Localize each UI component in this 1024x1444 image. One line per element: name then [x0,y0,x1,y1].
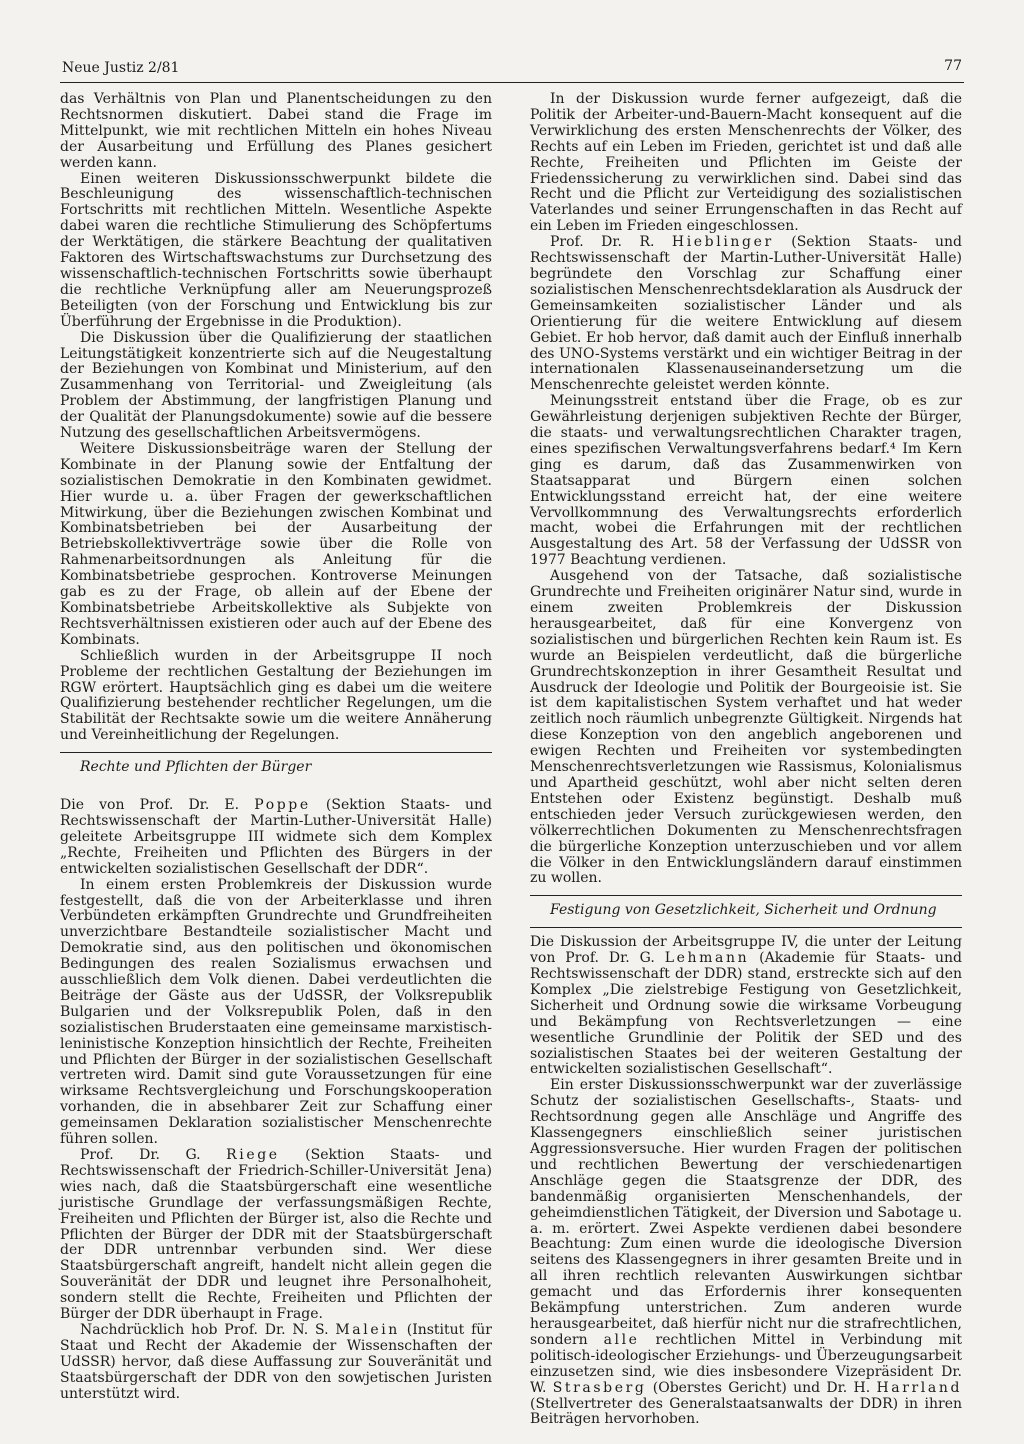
paragraph: Meinungsstreit entstand über die Frage, ob es zur Gewährleistung derjenigen subjektiven Rechte der Bürger, die staats- und verwaltungsrechtlichen Charakter tragen, eines spezifischen Verwaltungsverfahrens bedarf.⁴ Im Kern ging es darum, daß das Zusammenwirken von Staatsapparat und Bürgern einen solchen Entwicklungsstand erreicht hat, der eine weitere Vervollkommnung des Verwaltungsrechts erforderlich macht, wobei die Erfahrungen mit der rechtlichen Ausgestaltung des Art. 58 der Verfassung der UdSSR von 1977 Beachtung verdienen. [530,393,962,569]
emphasis-word: alle [603,1331,640,1348]
paragraph [530,935,962,1078]
text-run: (Akademie für Staats- und Rechtswissenschaft der DDR) stand, erstreckte sich auf den Komplex „Die zielstrebige Festigung von Gesetzlichkeit, Sicherheit und Ordnung sowie die wirksame Vorbeugung und Bekämpfung von Rechtsverletzungen — eine wesentliche Grundlinie der Politik der SED und des sozialistischen Staates bei der weiteren Gestaltung der entwickelten sozialistischen Gesellschaft“. [530,950,962,1078]
text-run: (Sektion Staats- und Rechtswissenschaft der Martin-Luther-Universität Halle) geleitete Arbeitsgruppe III widmete sich dem Komplex „Rechte, Freiheiten und Pflichten des Bürgers in der entwickelten sozialistischen Gesellschaft der DDR“. [60,797,493,877]
page-number: 77 [944,58,962,74]
text-run: Ein erster Diskussionsschwerpunkt war der zuverlässige Schutz der sozialistischen Gesellschafts-, Staats- und Rechtsordnung gegen alle Anschläge und Angriffe des Klassengegners einschließlich seiner juristischen Aggressionsversuche. Hier wurden Fragen der politischen und rechtlichen Bewertung der verschiedenartigen Anschläge gegen die Staatsgrenze der DDR, des bandenmäßig organisierten Menschenhandels, der geheimdienstlichen Tätigkeit, der Diversion und Sabotage u. a. m. erörtert. Zwei Aspekte verdienen dabei besondere Beachtung: Zum einen wurde die ideologische Diversion seitens des Klassengegners in ihrer gesamten Breite und in all ihren rechtlich relevanten Auswirkungen sichtbar gemacht und das Erfordernis ihrer konsequenten Bekämpfung unterstrichen. Zum anderen wurde herausgearbeitet, daß hierfür nicht nur die strafrechtlichen, sondern [530,1077,962,1348]
paragraph: In der Diskussion wurde ferner aufgezeigt, daß die Politik der Arbeiter-und-Bauern-Macht konsequent auf die Verwirklichung des ersten Menschenrechts der Völker, des Rechts auf ein Leben im Frieden, gerichtet ist und daß alle Rechte, Freiheiten und Pflichten im Geiste der Friedenssicherung zu verwirklichen sind. Dabei sind das Recht und die Pflicht zur Verteidigung des sozialistischen Vaterlandes und seiner Errungenschaften in das Recht auf ein Leben im Frieden eingeschlossen. [530,91,962,235]
person-name: Riege [226,1147,280,1163]
section-heading: Rechte und Pflichten der Bürger [80,759,312,776]
person-name: Poppe [254,797,311,814]
paragraph: Die Diskussion über die Qualifizierung der staatlichen Leitungstätigkeit konzentrierte sich auf die Neugestaltung der Beziehungen von Kombinat und Ministerium, auf den Zusammenhang von Territorial- und Zweigleitung (als Problem der Abstimmung, der langfristigen Planung und der Qualität der Planungsdokumente) sowie auf die bessere Nutzung des gesellschaftlichen Arbeitsvermögens. [60,329,492,442]
text-run: Prof. Dr. G. [80,1147,227,1163]
paragraph [530,1078,962,1428]
paragraph [60,1323,492,1403]
text-run: Die von Prof. Dr. E. [60,797,255,814]
text-run: (Sektion Staats- und Rechtswissenschaft der Friedrich-Schiller-Universität Jena) wies nach, daß die Staatsbürgerschaft eine wesentliche juristische Grundlage der verfassungsmäßigen Rechte, Freiheiten und Pflichten der Bürger ist, also die Rechte und Pflichten der Bürger der DDR mit der Staatsbürgerschaft der DDR untrennbar verbunden sind. Wer diese Staatsbürgerschaft angreift, handelt nicht allein gegen die Souveränität der DDR und leugnet ihre Personalhoheit, sondern stellt die Rechte, Freiheiten und Pflichten der Bürger der DDR überhaupt in Frage. [60,1147,492,1323]
paragraph: Schließlich wurden in der Arbeitsgruppe II noch Probleme der rechtlichen Gestaltung der Beziehungen im RGW erörtert. Hauptsächlich ging es dabei um die weitere Qualifizierung bestehender rechtlicher Regelungen, um die Stabilität der Rechtsakte sowie um die weitere Annäherung und Vereinheitlichung der Regelungen. [60,647,492,744]
text-run: Nachdrücklich hob Prof. Dr. N. S. [80,1321,336,1338]
journal-title: Neue Justiz 2/81 [62,60,180,76]
paragraph: das Verhältnis von Plan und Planentscheidungen zu den Rechtsnormen diskutiert. Dabei stand die Frage im Mittelpunkt, wie mit rechtlichen Mitteln ein hohes Niveau der Ausarbeitung und Erfüllung des Planes gesichert werden kann. [60,91,492,171]
text-run: (Stellvertreter des Generalstaatsanwalts der DDR) in ihren Beiträgen hervorhoben. [530,1395,962,1428]
person-name: Hieblinger [671,234,774,251]
section-divider [530,895,962,896]
section-divider [60,752,492,753]
text-run: Prof. Dr. R. [550,234,672,251]
person-name: Lehmann [664,950,750,967]
person-name: Harrland [876,1379,963,1396]
paragraph: Einen weiteren Diskussionsschwerpunkt bildete die Beschleunigung des wissenschaftlich-technischen Fortschritts mit rechtlichen Mitteln. Wesentliche Aspekte dabei waren die rechtliche Stimulierung des Schöpfertums der Werktätigen, die stärkere Beachtung der qualitativen Faktoren des Wirtschaftswachstums zur Durchsetzung des wissenschaftlich-technischen Fortschritts sowie überhaupt die rechtliche Verknüpfung aller am Neuerungsprozeß Beteiligten (von der Forschung und Entwicklung bis zur Überführung der Ergebnisse in die Produktion). [60,170,492,330]
paragraph: In einem ersten Problemkreis der Diskussion wurde festgestellt, daß die von der Arbeiterklasse und ihren Verbündeten erkämpften Grundrechte und Grundfreiheiten unverzichtbare Bestandteile sozialistischer Macht und Demokratie sind, aus den politischen und ökonomischen Bedingungen des realen Sozialismus erwachsen und ausschließlich dem Volk dienen. Dabei verdeutlichten die Beiträge der Gäste aus der UdSSR, der Volksrepublik Bulgarien und der Volksrepublik Polen, daß in den sozialistischen Bruderstaaten eine gemeinsame marxistisch-leninistische Konzeption hinsichtlich der Rechte, Freiheiten und Pflichten der Bürger in der sozialistischen Gesellschaft vertreten wird. Damit sind gute Voraussetzungen für eine wirksame Rechtsvergleichung und Forschungskooperation vorhanden, die in absehbarer Zeit zur Schaffung einer gemeinsamen Deklaration sozialistischer Menschenrechte führen sollen. [60,876,492,1148]
paragraph: Ausgehend von der Tatsache, daß sozialistische Grundrechte und Freiheiten originärer Natur sind, wurde in einem zweiten Problemkreis der Diskussion herausgearbeitet, daß für eine Konvergenz von sozialistischen und bürgerlichen Rechten kein Raum ist. Es wurde an Beispielen verdeutlicht, daß die bürgerliche Grundrechtskonzeption in ihrer Gesamtheit Resultat und Ausdruck der Ideologie und Politik der Bourgeoisie ist. Sie ist dem kapitalistischen System verhaftet und hat weder zeitlich noch räumlich unbegrenzte Gültigkeit. Nirgends hat diese Konzeption von den angeblich angeborenen und ewigen Rechten und Freiheiten vor systembedingten Menschenrechtsverletzungen wie Rassismus, Kolonialismus und Apartheid geschützt, wohl aber nicht selten deren Entstehen oder Existenz begünstigt. Deshalb muß entschieden jeder Versuch zurückgewiesen werden, den völkerrechtlichen Dokumenten zu Menschenrechtsfragen die bürgerliche Konzeption unterzuschieben und vor allem die Völker in den Entwicklungsländern darauf einstimmen zu wollen. [530,568,962,887]
person-name: Malein [335,1321,400,1338]
person-name: Strasberg [552,1379,647,1396]
page-header [60,58,964,83]
left-column [60,92,492,1403]
paragraph: Weitere Diskussionsbeiträge waren der Stellung der Kombinate in der Planung sowie der Entfaltung der sozialistischen Demokratie in den Kombinaten gewidmet. Hier wurde u. a. über Fragen der gewerkschaftlichen Mitwirkung, über die Beziehungen zwischen Kombinat und Kombinatsbetrieben bei der Ausarbeitung der Betriebskollektivverträge sowie über die Rolle von Rahmenarbeitsordnungen als Anleitung für die Kombinatsbetriebe gesprochen. Kontroverse Meinungen gab es zu der Frage, ob allein auf der Ebene der Kombinatsbetriebe Arbeitskollektive als Subjekte von Rechtsverhältnissen existieren oder auch auf der Ebene des Kombinats. [60,440,492,648]
text-run: rechtlichen Mittel in Verbindung mit politisch-ideologischer Erziehungs- und Überzeugungsarbeit einzusetzen sind, wie dies insbesondere Vizepräsident Dr. W. [530,1331,963,1396]
paragraph [60,798,492,878]
right-column [530,92,962,1428]
text-run: Die Diskussion der Arbeitsgruppe IV, die unter der Leitung von Prof. Dr. G. [530,934,962,967]
text-run: (Institut für Staat und Recht der Akademie der Wissenschaften der UdSSR) hervor, daß diese Auffassung zur Souveränität und Staatsbürgerschaft der DDR von den sowjetischen Juristen unterstützt wird. [60,1321,492,1402]
paragraph [530,235,962,394]
section-heading: Festigung von Gesetzlichkeit, Sicherheit und Ordnung [550,902,937,919]
text-run: (Sektion Staats- und Rechtswissenschaft der Martin-Luther-Universität Halle) begründete den Vorschlag zur Schaffung einer sozialistischen Menschenrechtsdeklaration als Ausdruck der Gemeinsamkeiten sozialistischer Länder und als Orientierung für die weitere Entwicklung auf diesem Gebiet. Er hob hervor, daß damit auch der Einfluß innerhalb des UNO-Systems verstärkt und ein wichtiger Beitrag in der internationalen Klassenauseinandersetzung um die Menschenrechte geleistet werden könnte. [530,234,962,394]
paragraph [60,1148,492,1323]
section-divider [530,927,962,928]
text-run: (Oberstes Gericht) und Dr. H. [646,1379,877,1396]
